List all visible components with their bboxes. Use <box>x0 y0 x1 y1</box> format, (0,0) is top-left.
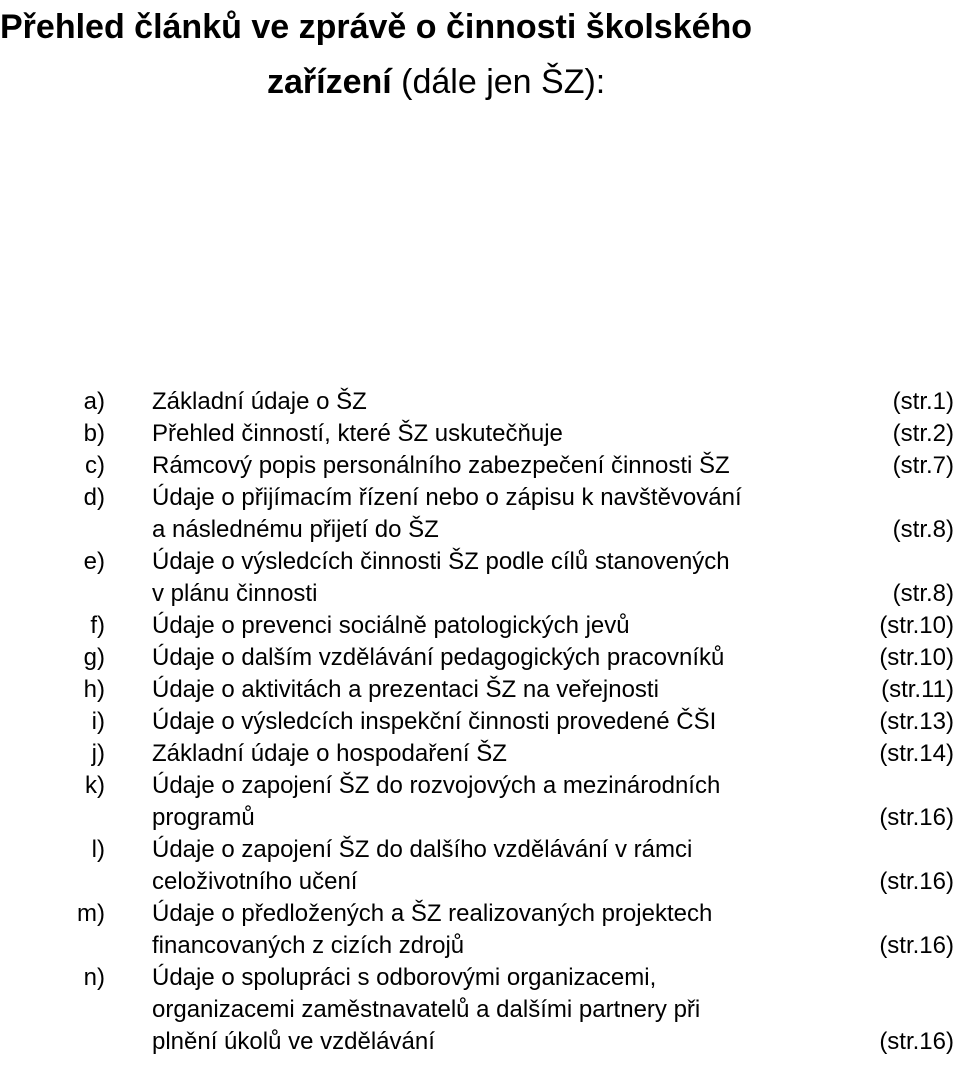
toc-entry-text <box>152 610 842 642</box>
toc-entry-text-line: Údaje o zapojení ŠZ do dalšího vzdělávání v rámci <box>152 836 693 863</box>
toc-entry <box>0 834 960 898</box>
toc-entry <box>0 642 960 674</box>
toc-entry-text-line: Údaje o přijímacím řízení nebo o zápisu k navštěvování <box>152 484 742 511</box>
toc-entry-text-line: Údaje o aktivitách a prezentaci ŠZ na veřejnosti <box>152 676 659 703</box>
toc-entry-text <box>152 738 842 770</box>
title-bold-word: zařízení <box>267 63 392 101</box>
toc-entry-text-line: financovaných z cizích zdrojů <box>152 932 465 959</box>
toc-entry-page-ref: (str.1) <box>892 388 954 415</box>
toc-entry-text-line: Základní údaje o hospodaření ŠZ <box>152 740 507 767</box>
toc-entry-letter: a) <box>83 388 105 415</box>
toc-entry <box>0 674 960 706</box>
toc-entry-text <box>152 898 842 962</box>
toc-entry-text <box>152 642 842 674</box>
toc-entry <box>0 450 960 482</box>
toc-entry-letter: h) <box>83 676 105 703</box>
toc-entry-text-line: Údaje o spolupráci s odborovými organizacemi, <box>152 964 657 991</box>
toc-entry-text <box>152 546 842 610</box>
toc-entry-letter: m) <box>77 900 105 927</box>
toc-entry-text-line: Údaje o předložených a ŠZ realizovaných projektech <box>152 900 713 927</box>
toc-entry-text <box>152 770 842 834</box>
toc-entry-text <box>152 674 842 706</box>
toc-entry-text-line: Údaje o výsledcích inspekční činnosti provedené ČŠI <box>152 708 717 735</box>
toc-entry <box>0 898 960 962</box>
toc-entry-text-line: v plánu činnosti <box>152 580 318 607</box>
toc-entry-letter: b) <box>83 420 105 447</box>
toc-entry-text-line: celoživotního učení <box>152 868 358 895</box>
title-line-1: Přehled článků ve zprávě o činnosti školského <box>0 8 753 46</box>
toc-entry-page-ref: (str.14) <box>879 740 954 767</box>
toc-entry-letter: g) <box>83 644 105 671</box>
toc-entry-page-ref: (str.16) <box>879 932 954 959</box>
toc-entry-page-ref: (str.7) <box>892 452 954 479</box>
toc-entry-letter: d) <box>83 484 105 511</box>
toc-entry-letter: k) <box>85 772 105 799</box>
toc-entry-text-line: programů <box>152 804 255 831</box>
toc-entry-text-line: Údaje o zapojení ŠZ do rozvojových a mezinárodních <box>152 772 721 799</box>
toc-entry-text-line: Přehled činností, které ŠZ uskutečňuje <box>152 420 563 447</box>
toc-entry-text <box>152 962 842 1058</box>
toc-entry-page-ref: (str.10) <box>879 612 954 639</box>
toc-entry-text-line: a následnému přijetí do ŠZ <box>152 516 439 543</box>
toc-entry-text <box>152 834 842 898</box>
toc-entry-text <box>152 450 842 482</box>
toc-entry-letter: l) <box>91 836 105 863</box>
toc-entry-text <box>152 482 842 546</box>
toc-entry-text <box>152 706 842 738</box>
toc-entry-text-line: Údaje o prevenci sociálně patologických jevů <box>152 612 630 639</box>
toc-entry <box>0 546 960 610</box>
toc-entry <box>0 482 960 546</box>
toc-entry <box>0 770 960 834</box>
toc-entry-page-ref: (str.16) <box>879 1028 954 1055</box>
toc-entry <box>0 738 960 770</box>
toc-entry-page-ref: (str.16) <box>879 804 954 831</box>
toc-entry-text <box>152 418 842 450</box>
toc-entry-page-ref: (str.10) <box>879 644 954 671</box>
toc-entry-page-ref: (str.8) <box>892 516 954 543</box>
toc-entry-text-line: Základní údaje o ŠZ <box>152 388 367 415</box>
toc-entry-letter: i) <box>91 708 105 735</box>
toc-entry <box>0 706 960 738</box>
page-title <box>0 0 960 110</box>
title-suffix: (dále jen ŠZ): <box>391 63 606 101</box>
toc-entry <box>0 418 960 450</box>
toc-entry <box>0 386 960 418</box>
toc-entry-text-line: Rámcový popis personálního zabezpečení činnosti ŠZ <box>152 452 730 479</box>
toc-entry-text-line: organizacemi zaměstnavatelů a dalšími partnery při <box>152 996 701 1023</box>
toc-entry-page-ref: (str.13) <box>879 708 954 735</box>
toc-entry-page-ref: (str.8) <box>892 580 954 607</box>
toc-entry <box>0 610 960 642</box>
toc-entry-letter: f) <box>90 612 105 639</box>
toc-entry-text-line: plnění úkolů ve vzdělávání <box>152 1028 435 1055</box>
toc-entry-letter: c) <box>85 452 105 479</box>
toc-entry <box>0 962 960 1058</box>
toc-entry-page-ref: (str.2) <box>892 420 954 447</box>
toc-entry-letter: j) <box>91 740 105 767</box>
toc-entry-letter: e) <box>83 548 105 575</box>
toc-entry-text-line: Údaje o dalším vzdělávání pedagogických pracovníků <box>152 644 725 671</box>
toc-entry-page-ref: (str.11) <box>881 676 954 703</box>
toc-entry-letter: n) <box>83 964 105 991</box>
toc-entry-page-ref: (str.16) <box>879 868 954 895</box>
table-of-contents <box>0 386 960 1058</box>
title-line-2 <box>0 55 960 110</box>
toc-entry-text <box>152 386 842 418</box>
toc-entry-text-line: Údaje o výsledcích činnosti ŠZ podle cílů stanovených <box>152 548 730 575</box>
